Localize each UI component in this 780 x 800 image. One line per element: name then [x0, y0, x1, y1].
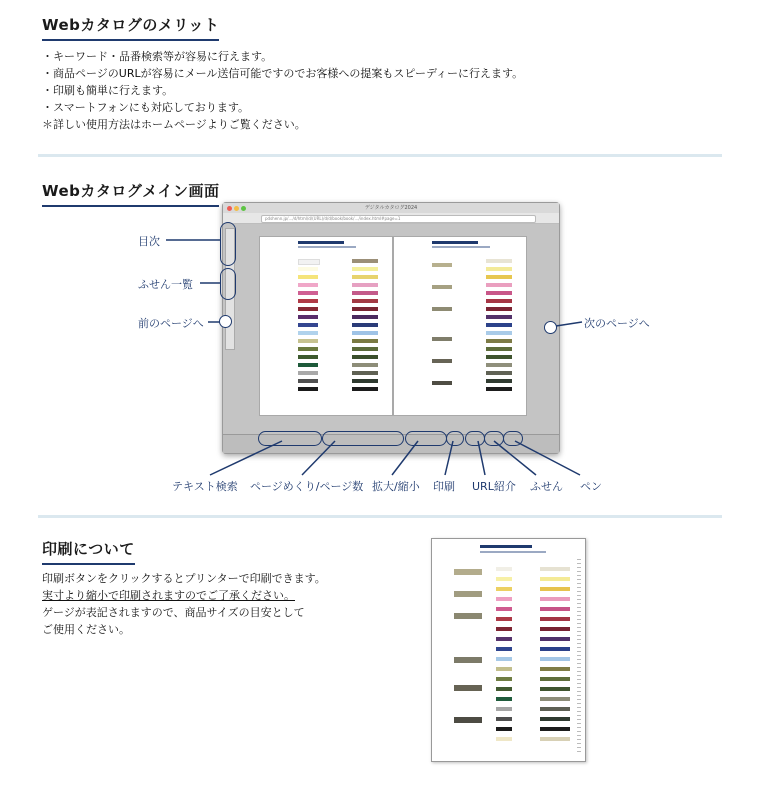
pen-highlight — [503, 431, 523, 446]
page-turn-label: ページめくり/ページ数 — [250, 480, 364, 493]
merit-heading: Webカタログのメリット — [42, 14, 219, 41]
url-field: pdshenn.jp/…/d/html/d/(URL)/d/d/book/book/…/index.html#page=1 — [261, 215, 536, 223]
next-page-label: 次のページへ — [584, 317, 650, 330]
text-search-highlight — [258, 431, 322, 446]
swatch-mark — [496, 697, 512, 701]
swatch-mark — [540, 707, 570, 711]
swatch-mark — [496, 567, 512, 571]
swatch-mark — [540, 627, 570, 631]
merit-bullet: ・キーワード・品番検索等が容易に行えます。 — [42, 50, 273, 63]
swatch-mark — [496, 627, 512, 631]
sticky-highlight — [484, 431, 504, 446]
swatch-mark — [496, 607, 512, 611]
print-highlight — [446, 431, 464, 446]
print-line: 実寸より縮小で印刷されますのでご了承ください。 — [42, 589, 295, 602]
print-description — [42, 570, 326, 638]
merit-bullet: ・スマートフォンにも対応しております。 — [42, 101, 250, 114]
browser-title: デジタルカタログ2024 — [364, 205, 418, 211]
swatch-mark — [540, 577, 570, 581]
zoom-label: 拡大/縮小 — [372, 480, 420, 493]
url-highlight — [465, 431, 485, 446]
swatch-mark — [540, 617, 570, 621]
merit-bullet: ・印刷も簡単に行えます。 — [42, 84, 174, 97]
url-label: URL紹介 — [472, 480, 516, 493]
swatch-mark — [540, 657, 570, 661]
swatch-mark — [540, 677, 570, 681]
main-screen-heading: Webカタログメイン画面 — [42, 180, 219, 207]
swatch-mark — [496, 637, 512, 641]
prev-page-button[interactable] — [219, 315, 232, 328]
swatch-mark — [540, 687, 570, 691]
swatch-mark — [496, 657, 512, 661]
swatch-mark — [496, 667, 512, 671]
catalog-viewport — [223, 224, 559, 435]
browser-urlbar — [223, 213, 559, 224]
browser-screenshot — [222, 202, 560, 454]
print-line: ゲージが表記されますので、商品サイズの目安として — [42, 606, 305, 619]
swatch-mark — [496, 677, 512, 681]
sticky-list-label: ふせん一覧 — [138, 278, 193, 291]
swatch-mark — [540, 637, 570, 641]
swatch-mark — [540, 647, 570, 651]
swatch-mark — [496, 727, 512, 731]
merit-bullet: ・商品ページのURLが容易にメール送信可能ですのでお客様への提案もスピーディーに行えます。 — [42, 67, 524, 80]
zoom-highlight — [405, 431, 447, 446]
swatch-mark — [540, 737, 570, 741]
merit-bullet-list — [42, 48, 523, 133]
swatch-mark — [540, 667, 570, 671]
toc-button-highlight — [220, 222, 236, 266]
swatch-mark — [496, 717, 512, 721]
page-nav-highlight — [322, 431, 404, 446]
swatch-mark — [496, 707, 512, 711]
swatch-mark — [496, 617, 512, 621]
text-search-label: テキスト検索 — [172, 480, 238, 493]
swatch-mark — [540, 607, 570, 611]
next-page-button[interactable] — [544, 321, 557, 334]
section-divider — [38, 154, 722, 157]
section-divider — [38, 515, 722, 518]
toc-label: 目次 — [138, 235, 160, 248]
print-line: 印刷ボタンをクリックするとプリンターで印刷できます。 — [42, 572, 326, 585]
swatch-mark — [540, 697, 570, 701]
print-heading: 印刷について — [42, 538, 135, 565]
pen-label: ペン — [580, 480, 602, 493]
swatch-mark — [496, 587, 512, 591]
swatch-mark — [496, 597, 512, 601]
catalog-page-left — [259, 236, 393, 416]
swatch-mark — [496, 647, 512, 651]
merit-bullet: ＊詳しい使用方法はホームページよりご覧ください。 — [42, 118, 306, 131]
sticky-label: ふせん — [530, 480, 563, 493]
swatch-mark — [540, 717, 570, 721]
print-label: 印刷 — [433, 480, 455, 493]
print-preview-sheet — [431, 538, 586, 762]
swatch-mark — [496, 687, 512, 691]
swatch-mark — [496, 737, 512, 741]
sticky-list-button-highlight — [220, 268, 236, 300]
prev-page-label: 前のページへ — [138, 317, 204, 330]
catalog-page-right — [393, 236, 527, 416]
swatch-mark — [540, 587, 570, 591]
print-line: ご使用ください。 — [42, 623, 130, 636]
swatch-mark — [540, 597, 570, 601]
swatch-mark — [496, 577, 512, 581]
swatch-mark — [540, 567, 570, 571]
swatch-mark — [540, 727, 570, 731]
